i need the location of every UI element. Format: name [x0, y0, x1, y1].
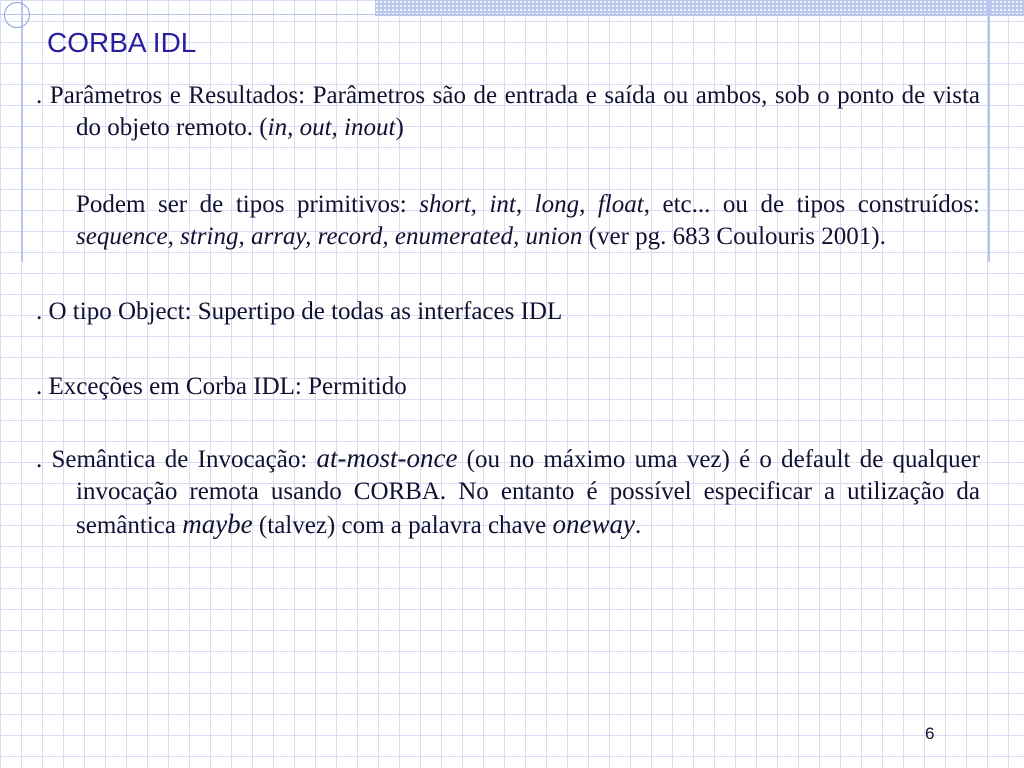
- text-italic-segment: in, out, inout: [267, 114, 396, 141]
- spacer: [36, 253, 980, 296]
- paragraph-exceptions: . Exceções em Corba IDL: Permitido: [36, 373, 407, 400]
- paragraph-types: [36, 189, 980, 253]
- text-segment: . Semântica de Invocação:: [36, 446, 317, 473]
- decorative-right-line: [988, 0, 990, 262]
- text-italic-segment: at-most-once: [316, 443, 458, 473]
- text-segment: , etc... ou de tipos construídos:: [643, 191, 980, 218]
- slide-title: CORBA IDL: [47, 27, 197, 58]
- text-segment: (ou no máximo uma vez) é o default de qualquer invocação remota usando CORBA. No entanto é possível especificar a utilização da semântica: [76, 446, 980, 539]
- text-segment: (talvez) com a palavra chave: [252, 512, 553, 539]
- page-number: 6: [925, 724, 935, 743]
- decorative-top-line: [0, 14, 1024, 15]
- paragraph-invocation-semantics: [36, 442, 980, 542]
- decorative-corner-circle: [4, 2, 30, 28]
- paragraph-parameters: [36, 80, 980, 144]
- text-italic-segment: short, int, long, float: [419, 191, 644, 218]
- text-segment: Podem ser de tipos primitivos:: [76, 191, 420, 218]
- spacer: [36, 328, 980, 371]
- text-italic-segment: maybe: [182, 509, 253, 539]
- text-segment: .: [634, 512, 642, 539]
- text-italic-segment: oneway: [552, 509, 635, 539]
- text-segment: ): [395, 114, 404, 141]
- text-segment: (ver pg. 683 Coulouris 2001).: [582, 223, 886, 250]
- text-segment: . Parâmetros e Resultados: Parâmetros são de entrada e saída ou ambos, sob o ponto de vista do objeto remoto. (: [36, 82, 980, 141]
- spacer: [36, 403, 980, 442]
- spacer: [36, 144, 980, 189]
- slide-body: [36, 80, 980, 542]
- text-italic-segment: sequence, string, array, record, enumerated, union: [76, 223, 583, 250]
- decorative-left-line: [21, 0, 23, 262]
- paragraph-object-type: . O tipo Object: Supertipo de todas as interfaces IDL: [36, 298, 563, 325]
